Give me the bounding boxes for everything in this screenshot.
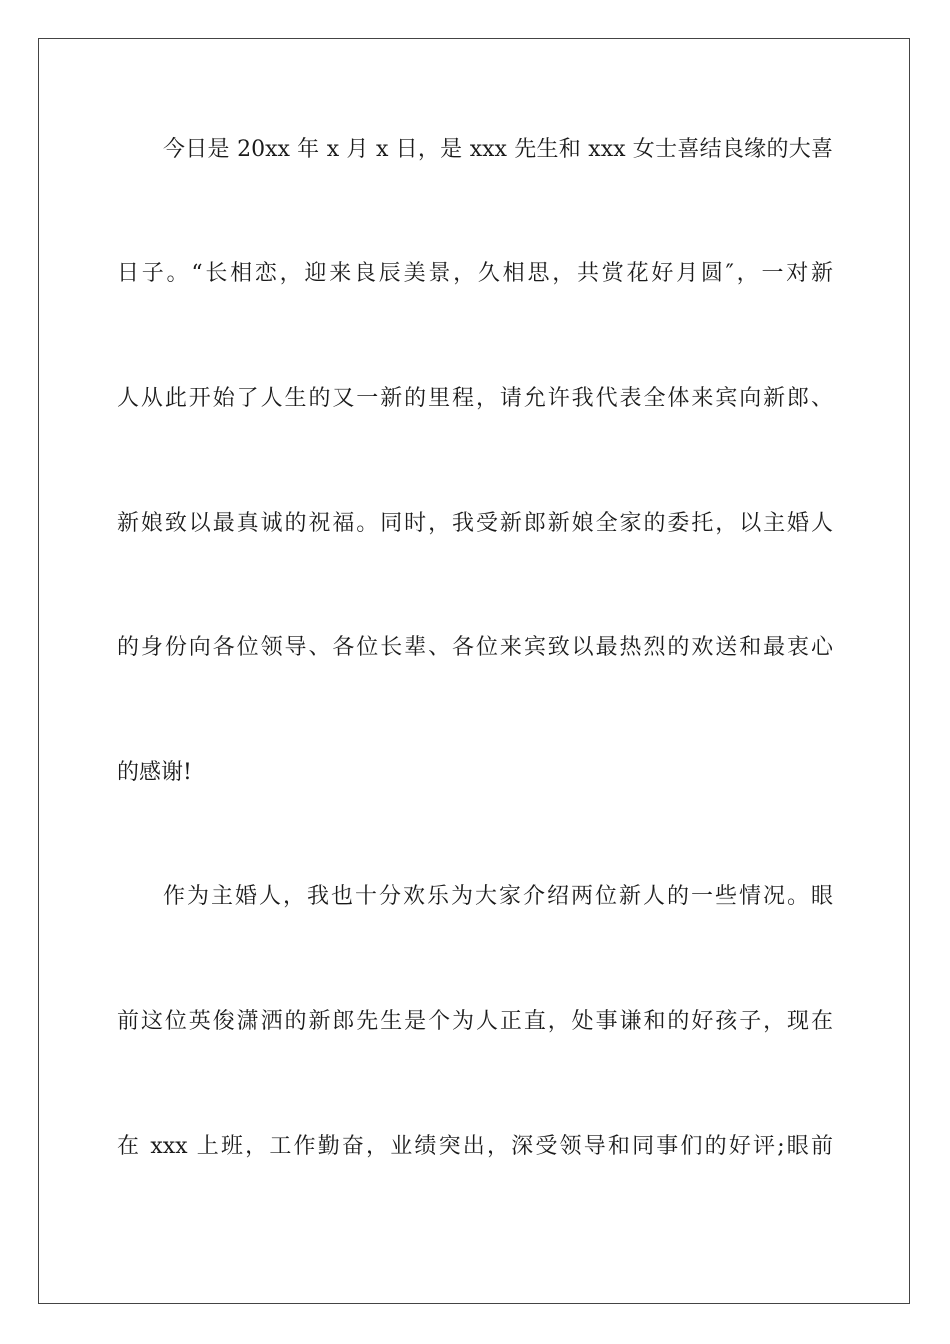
paragraph-1-line-5: 的身份向各位领导、各位长辈、各位来宾致以最热烈的欢送和最衷心 <box>117 635 833 660</box>
paragraph-2-line-2: 前这位英俊潇洒的新郎先生是个为人正直，处事谦和的好孩子，现在 <box>117 1009 833 1034</box>
paragraph-1-line-3: 人从此开始了人生的又一新的里程，请允许我代表全体来宾向新郎、 <box>117 386 833 411</box>
paragraph-2-line-3: 在 xxx 上班，工作勤奋，业绩突出，深受领导和同事们的好评;眼前 <box>117 1134 833 1159</box>
paragraph-2-line-1: 作为主婚人，我也十分欢乐为大家介绍两位新人的一些情况。眼 <box>163 884 833 909</box>
paragraph-1-line-2: 日子。“长相恋，迎来良辰美景，久相思，共赏花好月圆″，一对新 <box>117 261 833 286</box>
page-border <box>38 38 910 1304</box>
paragraph-1-line-1: 今日是 20xx 年 x 月 x 日，是 xxx 先生和 xxx 女士喜结良缘的大喜 <box>163 137 833 162</box>
paragraph-1-line-6: 的感谢! <box>117 760 192 785</box>
paragraph-1-line-4: 新娘致以最真诚的祝福。同时，我受新郎新娘全家的委托，以主婚人 <box>117 511 833 536</box>
